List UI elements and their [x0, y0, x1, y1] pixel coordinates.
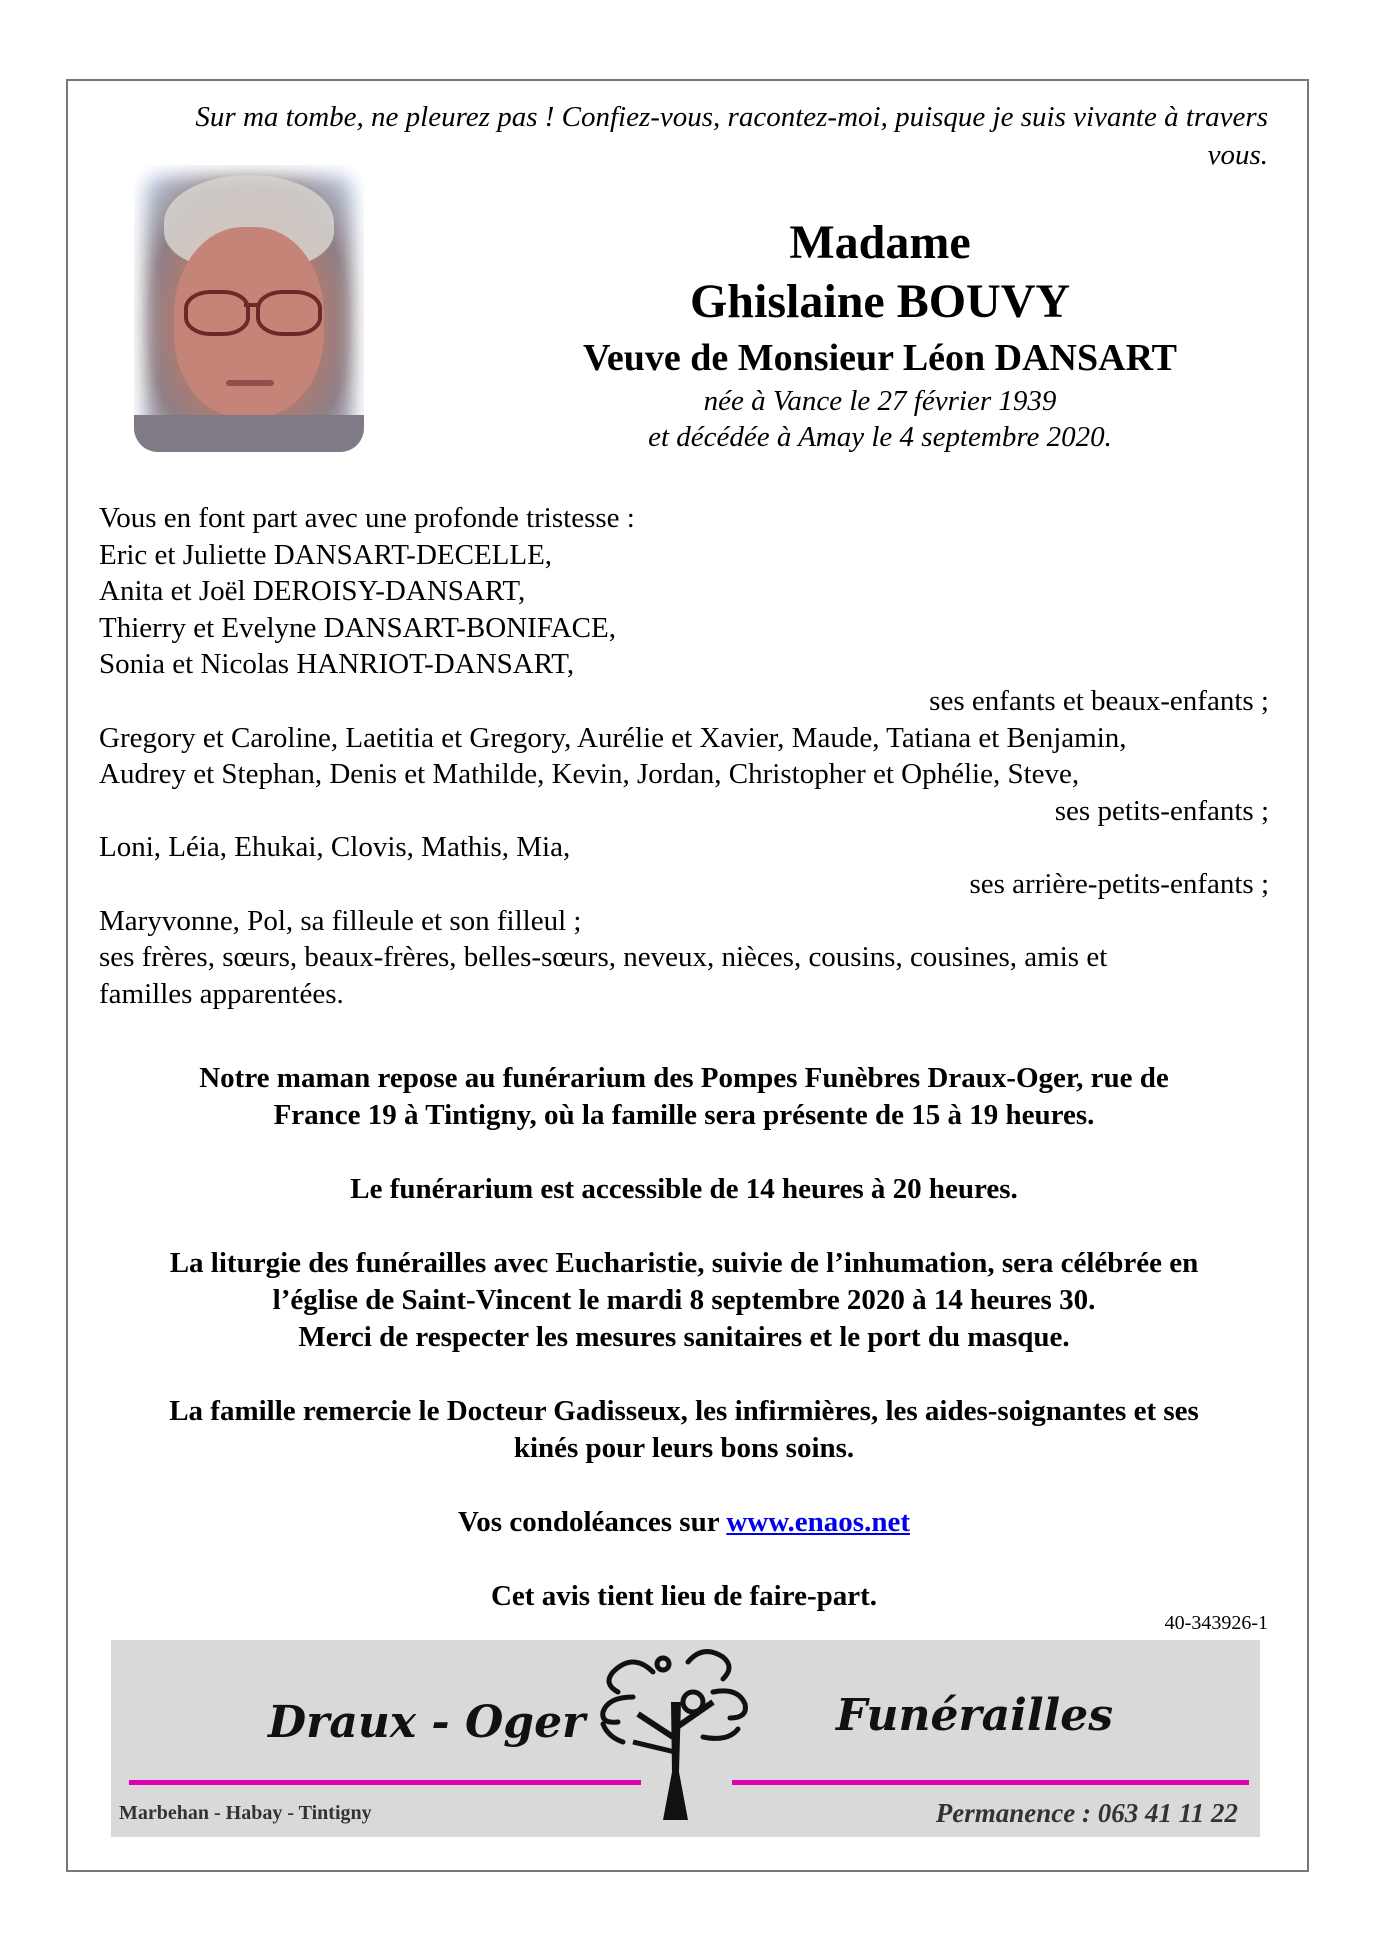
- grandchildren-label: ses petits-enfants ;: [1054, 794, 1269, 827]
- condolences-link[interactable]: www.enaos.net: [726, 1506, 910, 1538]
- brand-name: Draux - Oger: [268, 1697, 586, 1748]
- godchildren-line: Maryvonne, Pol, sa filleule et son filleul ;: [99, 904, 582, 937]
- liturgy-line: La liturgie des funérailles avec Eucharistie, suivie de l’inhumation, sera célébrée en: [169, 1247, 1199, 1279]
- widow-of: Veuve de Monsieur Léon DANSART: [582, 337, 1178, 379]
- funerarium-line: France 19 à Tintigny, où la famille sera présente de 15 à 19 heures.: [273, 1099, 1095, 1131]
- great-grandchildren-label: ses arrière-petits-enfants ;: [969, 867, 1269, 900]
- family-intro: Vous en font part avec une profonde tristesse :: [99, 502, 635, 534]
- child-line: Thierry et Evelyne DANSART-BONIFACE,: [99, 611, 616, 644]
- portrait-photo: [134, 165, 364, 452]
- glasses-icon: [256, 290, 322, 336]
- brand-tagline: Funérailles: [836, 1690, 1114, 1741]
- funerarium-line: Notre maman repose au funérarium des Pompes Funèbres Draux-Oger, rue de: [199, 1062, 1169, 1094]
- liturgy-notice: [99, 1245, 1269, 1356]
- thanks-line: La famille remercie le Docteur Gadisseux, les infirmières, les aides-soignantes et ses: [169, 1395, 1199, 1427]
- glasses-icon: [184, 290, 250, 336]
- family-list: [99, 500, 1269, 1012]
- portrait-mouth: [226, 380, 274, 386]
- condolences-prefix: Vos condoléances sur: [458, 1506, 727, 1538]
- great-grandchildren-line: Loni, Léia, Ehukai, Clovis, Mathis, Mia,: [99, 831, 571, 864]
- liturgy-line: Merci de respecter les mesures sanitaires et le port du masque.: [298, 1321, 1070, 1353]
- child-line: Sonia et Nicolas HANRIOT-DANSART,: [99, 648, 575, 681]
- grandchildren-line: Audrey et Stephan, Denis et Mathilde, Kevin, Jordan, Christopher et Ophélie, Steve,: [99, 758, 1080, 791]
- accent-line-left: [129, 1780, 641, 1785]
- deceased-name: Ghislaine BOUVY: [689, 275, 1071, 328]
- death-line: et décédée à Amay le 4 septembre 2020.: [648, 421, 1112, 453]
- thanks-line: kinés pour leurs bons soins.: [513, 1432, 855, 1464]
- thanks-notice: [99, 1393, 1269, 1467]
- liturgy-line: l’église de Saint-Vincent le mardi 8 septembre 2020 à 14 heures 30.: [272, 1284, 1096, 1316]
- funeral-home-banner: [111, 1640, 1260, 1837]
- epitaph-quote: Sur ma tombe, ne pleurez pas ! Confiez-vous, racontez-moi, puisque je suis vivante à travers vous.: [195, 101, 1268, 171]
- relatives-line: familles apparentées.: [99, 977, 344, 1010]
- children-label: ses enfants et beaux-enfants ;: [929, 684, 1269, 717]
- permanence-phone: Permanence : 063 41 11 22: [935, 1798, 1238, 1828]
- honorific: Madame: [789, 216, 971, 269]
- glasses-bridge: [244, 303, 260, 307]
- child-line: Anita et Joël DEROISY-DANSART,: [99, 575, 526, 608]
- grandchildren-line: Gregory et Caroline, Laetitia et Gregory, Aurélie et Xavier, Maude, Tatiana et Benjamin,: [99, 721, 1127, 754]
- condolences-notice: [99, 1504, 1269, 1541]
- birth-line: née à Vance le 27 février 1939: [703, 385, 1057, 417]
- funerarium-notice: [99, 1060, 1269, 1134]
- relatives-line: ses frères, sœurs, beaux-frères, belles-sœurs, neveux, nièces, cousins, cousines, amis et: [99, 941, 1108, 974]
- closing-notice: Cet avis tient lieu de faire-part.: [490, 1580, 878, 1612]
- child-line: Eric et Juliette DANSART-DECELLE,: [99, 538, 553, 571]
- reference-number: 40-343926-1: [1164, 1612, 1268, 1634]
- tree-icon: [593, 1642, 763, 1834]
- hours-notice: Le funérarium est accessible de 14 heures à 20 heures.: [350, 1173, 1018, 1205]
- accent-line-right: [732, 1780, 1249, 1785]
- portrait-shirt: [134, 415, 364, 452]
- locations-text: Marbehan - Habay - Tintigny: [119, 1802, 372, 1824]
